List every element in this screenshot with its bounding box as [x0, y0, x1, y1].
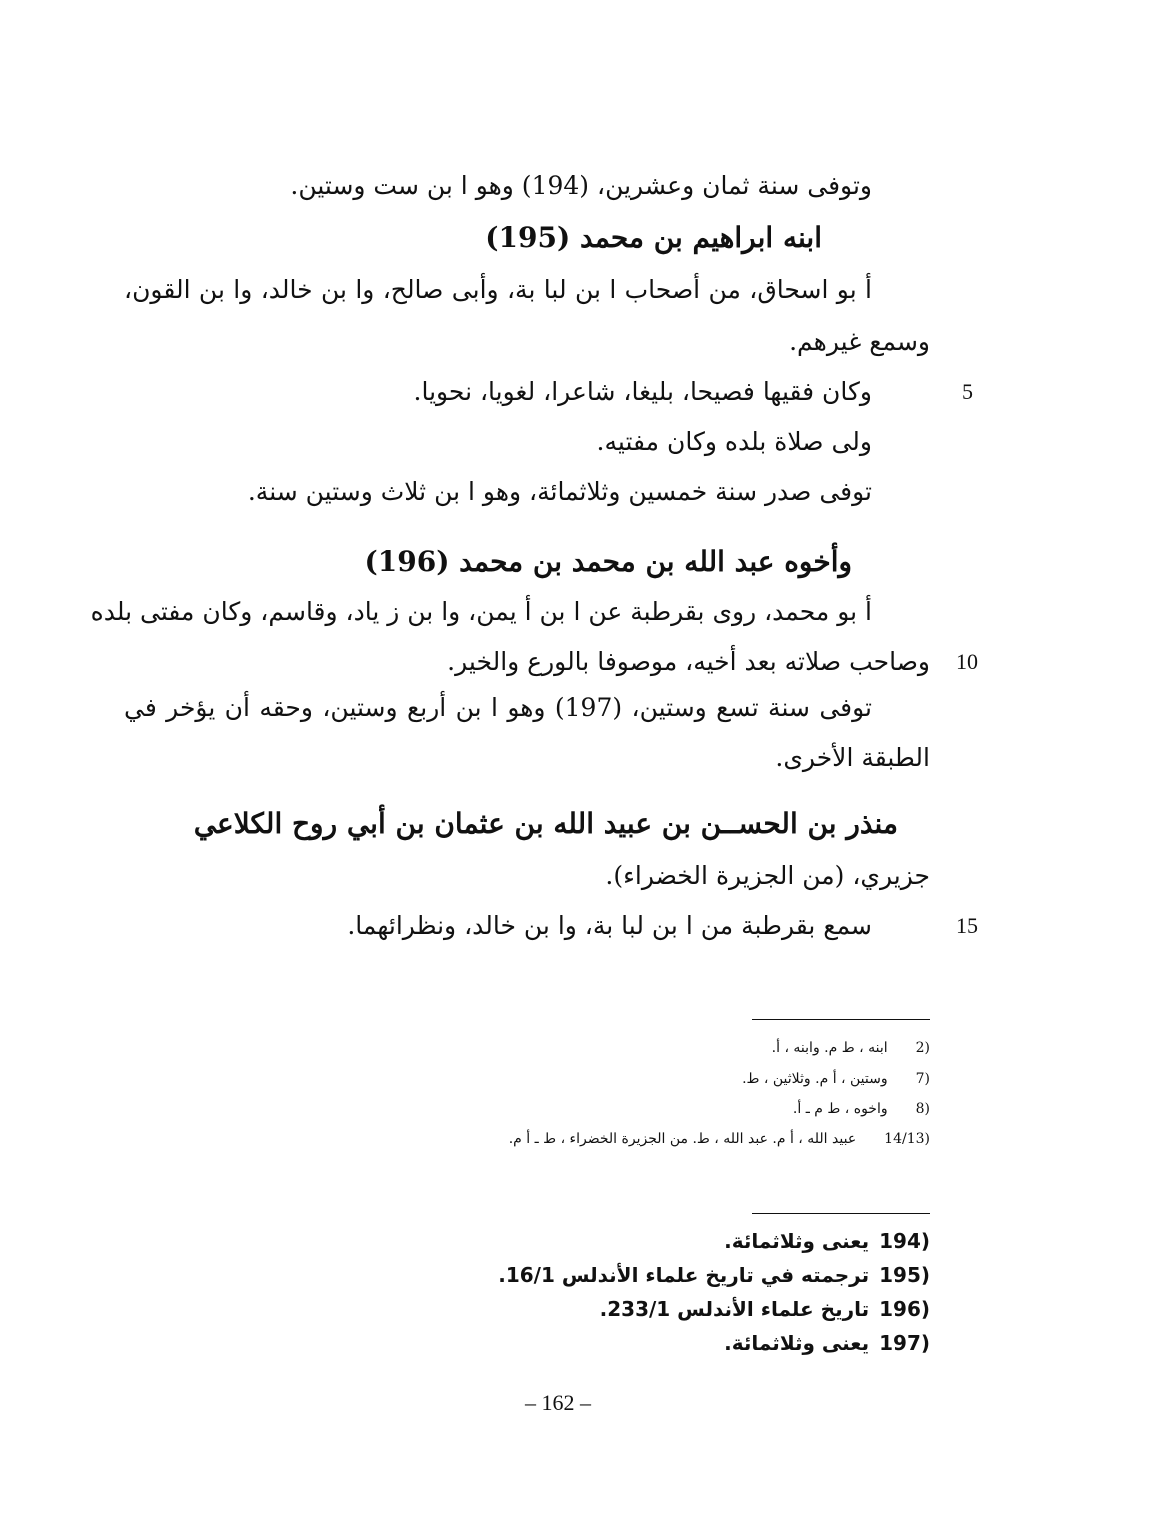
- variant-text: عبيد الله ، أ م. عبد الله ، ط. من الجزيرة الخضراء ، ط ـ أ م.: [508, 1131, 857, 1147]
- variant-note: [772, 1036, 930, 1060]
- text-line: جزيري، (من الجزيرة الخضراء).: [605, 861, 930, 890]
- variant-text: ابنه ، ط م. وابنه ، أ.: [771, 1040, 888, 1056]
- footnotes-separator: [752, 1213, 930, 1214]
- text-line: الطبقة الأخرى.: [775, 743, 930, 772]
- footnote-number: (194: [879, 1229, 930, 1253]
- variant-number: (14/13: [884, 1131, 930, 1147]
- footnote: [724, 1326, 930, 1360]
- text-line: توفى سنة تسع وستين، (197) وهو ا بن أربع وستين، وحقه أن يؤخر في: [124, 693, 872, 722]
- text-line: وسمع غيرهم.: [789, 327, 930, 356]
- section-heading: منذر بن الحســن بن عبيد الله بن عثمان بن أبي روح الكلاعي: [193, 807, 898, 840]
- variant-text: وستين ، أ م. وثلاثين ، ط.: [742, 1071, 888, 1087]
- variants-separator: [752, 1019, 930, 1020]
- text-line: سمع بقرطبة من ا بن لبا بة، وا بن خالد، ونظرائهما.: [347, 911, 872, 940]
- variant-number: (2: [915, 1040, 930, 1056]
- footnote-number: (196: [879, 1297, 930, 1321]
- text-line: أ بو اسحاق، من أصحاب ا بن لبا بة، وأبى صالح، وا بن خالد، وا بن القون،: [124, 275, 872, 304]
- footnote: [498, 1258, 930, 1292]
- variant-note: [509, 1127, 930, 1151]
- section-heading: ابنه ابراهيم بن محمد (195): [485, 221, 822, 254]
- variant-number: (7: [915, 1071, 930, 1087]
- line-number: 15: [956, 913, 978, 938]
- variant-text: واخوه ، ط م ـ أ.: [792, 1101, 888, 1117]
- variant-number: (8: [915, 1101, 930, 1117]
- variant-note: [742, 1067, 930, 1091]
- variant-note: [793, 1097, 930, 1121]
- footnote-text: يعنى وثلاثمائة.: [724, 1331, 870, 1355]
- footnote: [600, 1292, 930, 1326]
- footnote-number: (195: [879, 1263, 930, 1287]
- text-line: أ بو محمد، روى بقرطبة عن ا بن أ يمن، وا بن ز ياد، وقاسم، وكان مفتى بلده: [90, 597, 872, 626]
- text-line: وكان فقيها فصيحا، بليغا، شاعرا، لغويا، نحويا.: [413, 377, 872, 406]
- line-number: 10: [956, 649, 978, 674]
- text-line: توفى صدر سنة خمسين وثلاثمائة، وهو ا بن ثلاث وستين سنة.: [247, 477, 872, 506]
- line-number: 5: [962, 379, 973, 404]
- footnote-text: تاريخ علماء الأندلس 233/1.: [599, 1297, 870, 1321]
- footnote-text: يعنى وثلاثمائة.: [724, 1229, 870, 1253]
- footnote-text: ترجمته في تاريخ علماء الأندلس 16/1.: [498, 1263, 870, 1287]
- footnote: [724, 1224, 930, 1258]
- footnote-number: (197: [879, 1331, 930, 1355]
- page-number: – 162 –: [525, 1390, 591, 1415]
- text-line: ولى صلاة بلده وكان مفتيه.: [596, 427, 872, 456]
- section-heading: وأخوه عبد الله بن محمد بن محمد (196): [364, 545, 852, 578]
- text-line: وتوفى سنة ثمان وعشرين، (194) وهو ا بن ست وستين.: [290, 171, 872, 200]
- text-line: وصاحب صلاته بعد أخيه، موصوفا بالورع والخير.: [447, 647, 930, 676]
